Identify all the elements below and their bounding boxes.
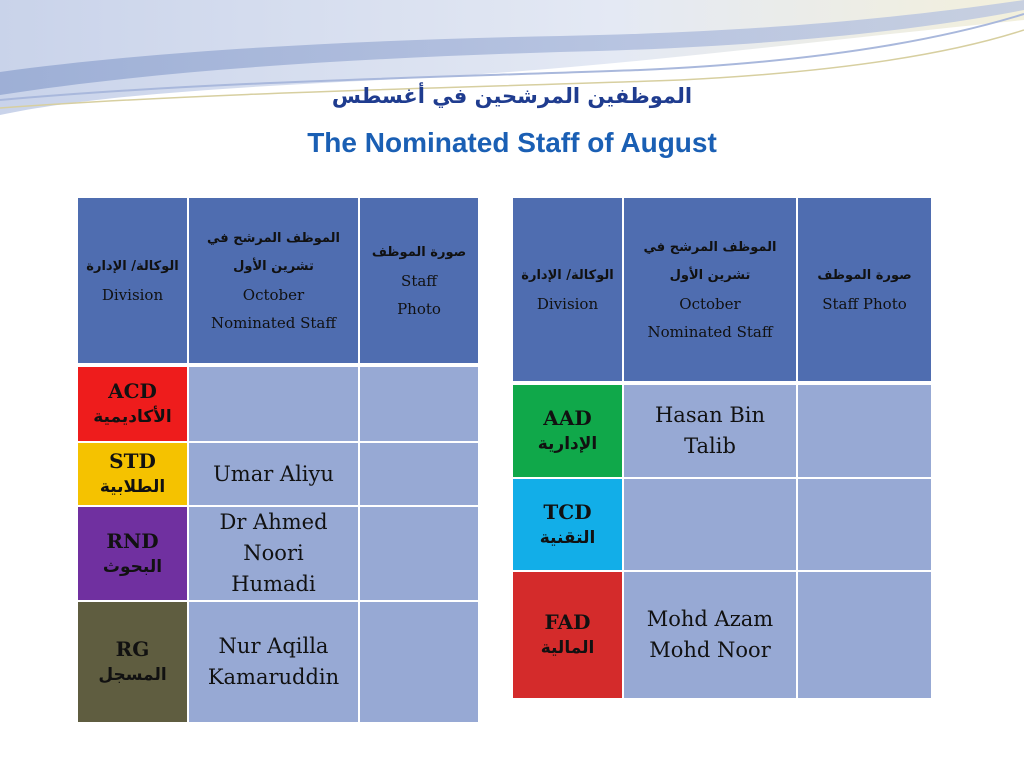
header-staff-photo <box>797 197 932 383</box>
header-division <box>512 197 623 383</box>
header-nominated-english-line1: October <box>679 294 741 313</box>
table-row <box>512 571 932 699</box>
header-nominated-english-line2: Nominated Staff <box>647 322 773 341</box>
decorative-header-swoosh <box>0 0 1024 140</box>
header-nominated-staff <box>188 197 359 365</box>
header-division <box>77 197 188 365</box>
division-arabic: المالية <box>540 638 595 658</box>
division-code: RG <box>115 637 150 661</box>
division-cell <box>77 601 188 723</box>
staff-photo-cell <box>797 571 932 699</box>
header-division-arabic: الوكالة/ الإدارة <box>521 267 614 283</box>
division-cell <box>512 383 623 478</box>
table-row <box>512 383 932 478</box>
header-division-english: Division <box>101 285 164 304</box>
division-code: RND <box>106 528 159 553</box>
table-row <box>512 478 932 571</box>
staff-name-line: Nur Aqilla <box>218 634 329 658</box>
header-nominated-english-line1: October <box>242 285 305 304</box>
header-photo-arabic: صورة الموظف <box>371 244 467 260</box>
nominated-staff-cell <box>188 365 359 442</box>
header-division-arabic: الوكالة/ الإدارة <box>86 258 179 274</box>
nominated-staff-cell <box>188 601 359 723</box>
nominated-staff-table-right <box>511 196 933 700</box>
division-code: AAD <box>543 406 592 430</box>
header-nominated-arabic-line1: الموظف المرشح في <box>207 230 340 246</box>
staff-name-line: Mohd Noor <box>649 638 771 662</box>
division-cell <box>512 571 623 699</box>
header-nominated-staff <box>623 197 797 383</box>
division-cell <box>77 365 188 442</box>
division-arabic: الإدارية <box>537 434 598 454</box>
nominated-staff-cell <box>188 442 359 506</box>
header-nominated-english-line2: Nominated Staff <box>211 313 336 332</box>
staff-name-line: Hasan Bin <box>654 403 765 427</box>
table-row <box>77 601 479 723</box>
staff-name-line: Mohd Azam <box>646 607 774 631</box>
staff-photo-cell <box>797 478 932 571</box>
nominated-staff-cell <box>623 383 797 478</box>
staff-name-line: Humadi <box>231 572 316 596</box>
staff-photo-cell <box>359 506 479 601</box>
table-header-row <box>77 197 479 365</box>
division-code: FAD <box>544 610 591 634</box>
header-nominated-arabic-line2: تشرين الأول <box>669 267 751 283</box>
division-arabic: البحوث <box>102 556 163 577</box>
header-photo-english-line2: Photo <box>397 299 441 318</box>
division-arabic: المسجل <box>98 665 167 685</box>
division-code: STD <box>109 449 156 473</box>
header-photo-arabic: صورة الموظف <box>817 267 912 283</box>
staff-photo-cell <box>359 601 479 723</box>
nominated-staff-cell <box>188 506 359 601</box>
nominated-staff-table-left <box>76 196 480 724</box>
staff-name-line: Noori <box>243 541 304 565</box>
header-photo-english: Staff Photo <box>822 294 907 313</box>
header-nominated-arabic-line1: الموظف المرشح في <box>643 239 777 255</box>
header-division-english: Division <box>536 294 599 313</box>
staff-name-line: Talib <box>684 434 736 458</box>
header-photo-english-line1: Staff <box>401 271 437 290</box>
division-code: ACD <box>108 379 157 403</box>
division-arabic: التقنية <box>539 527 596 548</box>
division-code: TCD <box>543 499 592 524</box>
staff-name-line: Kamaruddin <box>207 665 340 689</box>
nominated-staff-cell <box>623 478 797 571</box>
table-row <box>77 442 479 506</box>
division-cell <box>77 506 188 601</box>
table-row <box>77 506 479 601</box>
nominated-staff-cell <box>623 571 797 699</box>
table-header-row <box>512 197 932 383</box>
division-cell <box>512 478 623 571</box>
staff-photo-cell <box>359 365 479 442</box>
division-arabic: الطلابية <box>99 477 166 497</box>
staff-name-line: Dr Ahmed <box>219 510 328 534</box>
division-arabic: الأكاديمية <box>93 407 172 427</box>
header-staff-photo <box>359 197 479 365</box>
page-title-arabic: الموظفين المرشحين في أغسطس <box>331 84 693 108</box>
page-title: The Nominated Staff of August <box>307 127 717 158</box>
staff-photo-cell <box>797 383 932 478</box>
header-nominated-arabic-line2: تشرين الأول <box>233 258 314 274</box>
division-cell <box>77 442 188 506</box>
staff-name: Umar Aliyu <box>213 461 334 486</box>
table-row <box>77 365 479 442</box>
staff-photo-cell <box>359 442 479 506</box>
